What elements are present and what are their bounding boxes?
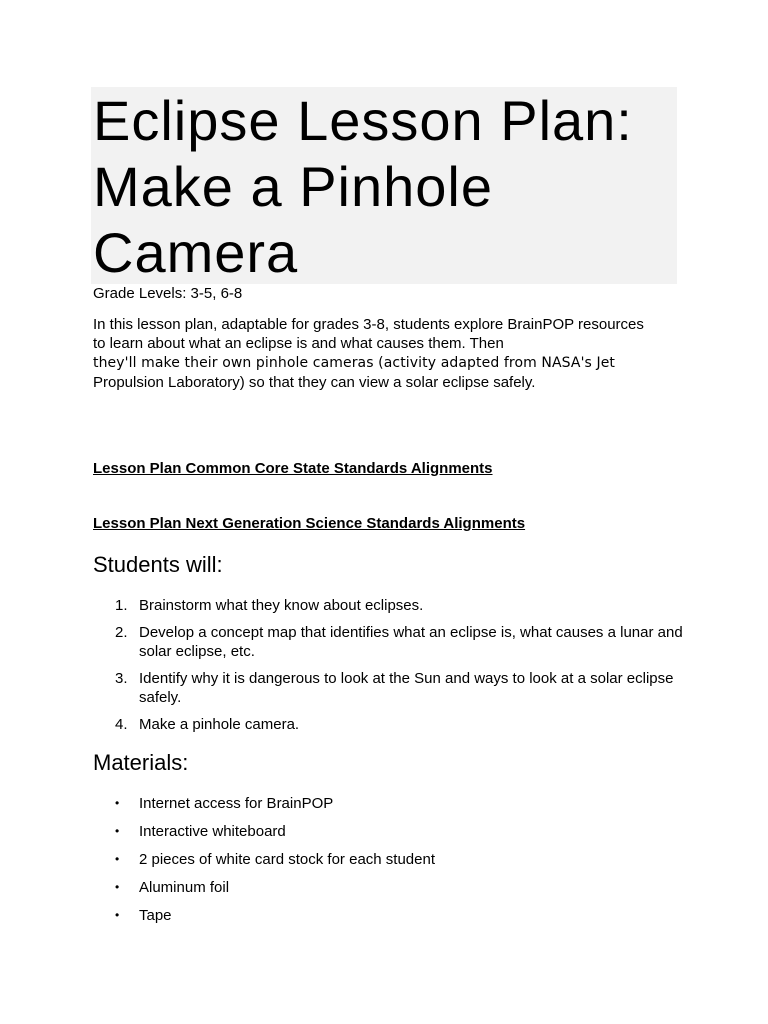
list-item-text: Aluminum foil: [139, 879, 230, 896]
list-item-text: Tape: [139, 907, 172, 924]
objectives-list: [93, 596, 683, 742]
list-item-text: Identify why it is dangerous to look at the Sun and ways to look at a solar eclipse safely.: [139, 670, 674, 706]
bullet-icon: •: [115, 852, 120, 866]
bullet-icon: •: [115, 880, 120, 894]
list-item-text: Interactive whiteboard: [139, 823, 286, 840]
list-item: [93, 596, 683, 615]
common-core-standards-link[interactable]: Lesson Plan Common Core State Standards Alignments: [93, 460, 493, 477]
list-number: 2.: [115, 624, 128, 641]
list-number: 3.: [115, 670, 128, 687]
grade-levels: Grade Levels: 3-5, 6-8: [93, 285, 243, 302]
page-title: Eclipse Lesson Plan: Make a Pinhole Camera: [93, 89, 633, 284]
list-item: [93, 822, 653, 841]
list-item-text: Brainstorm what they know about eclipses.: [139, 597, 424, 614]
list-item: [93, 906, 653, 925]
list-item: [93, 878, 653, 897]
list-number: 4.: [115, 716, 128, 733]
bullet-icon: •: [115, 796, 120, 810]
list-item: [93, 623, 683, 661]
intro-paragraph: [93, 315, 653, 392]
list-item-text: 2 pieces of white card stock for each student: [139, 851, 435, 868]
list-item: [93, 715, 683, 734]
intro-text-1: In this lesson plan, adaptable for grades 3-8, students explore BrainPOP resources to learn about what an eclipse is and what causes them. Then: [93, 316, 644, 352]
list-number: 1.: [115, 597, 128, 614]
intro-text-2: they'll make their own pinhole cameras (activity adapted from NASA's Jet: [93, 355, 616, 371]
list-item-text: Internet access for BrainPOP: [139, 795, 334, 812]
list-item-text: Make a pinhole camera.: [139, 716, 300, 733]
materials-heading: Materials:: [93, 750, 189, 775]
students-will-heading: Students will:: [93, 552, 223, 577]
intro-text-3: Propulsion Laboratory) so that they can view a solar eclipse safely.: [93, 374, 536, 391]
bullet-icon: •: [115, 824, 120, 838]
bullet-icon: •: [115, 908, 120, 922]
list-item-text: Develop a concept map that identifies what an eclipse is, what causes a lunar and solar eclipse, etc.: [139, 624, 683, 660]
list-item: [93, 794, 653, 813]
list-item: [93, 669, 683, 707]
list-item: [93, 850, 653, 869]
materials-list: [93, 794, 653, 934]
ngss-standards-link[interactable]: Lesson Plan Next Generation Science Standards Alignments: [93, 515, 526, 532]
